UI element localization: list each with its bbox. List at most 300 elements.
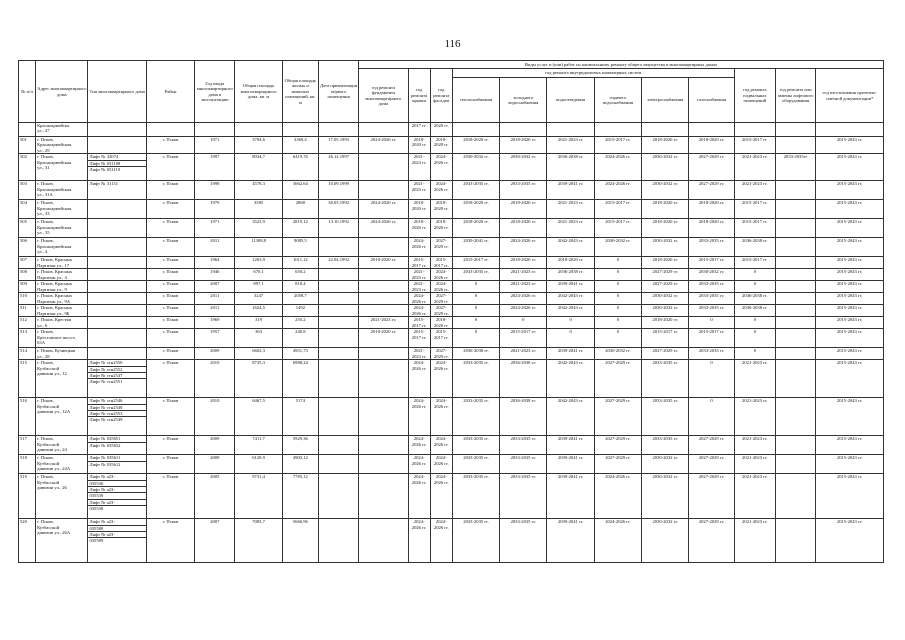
- cold-water-year-cell: 2033-2035 гг.: [500, 455, 547, 474]
- col-district: Район: [146, 61, 194, 123]
- col-cold: холодного водоснабжения: [500, 78, 547, 123]
- hot-water-year-cell: 2024-2026 гг.: [594, 519, 641, 563]
- address-line: ул., 31: [37, 165, 50, 171]
- col-roof: год ремонта крыши: [408, 69, 430, 123]
- house-type-cell: [88, 200, 146, 219]
- house-type-cell: [88, 317, 146, 329]
- lift-id-line: 035536: [88, 481, 145, 487]
- roof-year-cell: 2024-2026 гг.: [408, 398, 430, 436]
- residential-area-cell: 240,8: [282, 329, 318, 348]
- cold-water-year-cell: 2021-2023 гг.: [500, 269, 547, 281]
- total-area-cell: 4578,3: [235, 181, 282, 200]
- basement-year-cell: 2021-2023 гг.: [734, 181, 775, 200]
- residential-area-cell: 6419,76: [282, 154, 318, 181]
- hot-water-year-cell: 0: [594, 281, 641, 293]
- district-cell: г. Псков: [146, 137, 194, 154]
- year-built-cell: 1997: [195, 154, 235, 181]
- address-cell: [36, 474, 88, 519]
- heating-year-cell: 0: [452, 305, 499, 317]
- house-type-cell: [88, 519, 146, 563]
- total-area-cell: 3247: [235, 293, 282, 305]
- row-number: 503: [19, 181, 36, 200]
- foundation-year-cell: [359, 123, 408, 137]
- address-line: ул., 28: [37, 353, 50, 359]
- address-line: Кузбасской: [37, 479, 60, 485]
- address-line: Партизан ул., 9А: [37, 298, 71, 304]
- district-cell: г. Псков: [146, 455, 194, 474]
- lift-id-line: 035589: [89, 538, 104, 544]
- house-type-cell: [88, 360, 146, 398]
- address-line: ул., 6: [37, 322, 48, 328]
- house-type-cell: [88, 348, 146, 360]
- col-num: № п/п: [19, 61, 36, 123]
- heating-year-cell: 2018-2020 гг.: [452, 200, 499, 219]
- roof-year-cell: 2024-2026 гг.: [408, 474, 430, 519]
- sewerage-year-cell: 2042-2043 гг.: [547, 238, 594, 257]
- docs-year-cell: 2015-2043 гг.: [816, 519, 884, 563]
- electricity-year-cell: 2030-2032 гг.: [642, 154, 689, 181]
- facade-year-cell: 2015-2017 гг.: [430, 257, 452, 269]
- heating-year-cell: 2033-2035 гг.: [452, 398, 499, 436]
- lift-id-line: 035588: [88, 526, 145, 532]
- lift-id-line: 035538: [89, 506, 104, 512]
- address-line: г. Псков, Крестки: [37, 317, 72, 323]
- facade-year-cell: 2018-2020 гг.: [430, 200, 452, 219]
- hot-water-year-cell: 2015-2017 гг.: [594, 137, 641, 154]
- residential-area-cell: 3662,64: [282, 181, 318, 200]
- privatization-date-cell: [318, 519, 358, 563]
- privatization-date-cell: [318, 360, 358, 398]
- lift-id-line: Лифт № а23-: [88, 500, 145, 506]
- privatization-date-cell: 17.05.1993: [318, 137, 358, 154]
- electricity-year-cell: 2018-2020 гг.: [642, 257, 689, 269]
- gas-year-cell: 2018-2020 гг.: [689, 137, 734, 154]
- basement-year-cell: [734, 123, 775, 137]
- house-type-cell: [88, 281, 146, 293]
- lift-year-cell: [775, 398, 815, 436]
- district-cell: г. Псков: [146, 329, 194, 348]
- address-line: г. Псков,: [37, 219, 54, 225]
- sewerage-year-cell: 2039-2041 гг.: [547, 281, 594, 293]
- cold-water-year-cell: 2021-2023 гг.: [500, 348, 547, 360]
- col-type: Тип многоквартирного дома: [88, 61, 146, 123]
- docs-year-cell: 2015-2043 гг.: [816, 398, 884, 436]
- heating-year-cell: 2039-2041 гг.: [452, 238, 499, 257]
- basement-year-cell: 0: [734, 269, 775, 281]
- lift-year-cell: [775, 219, 815, 238]
- heating-year-cell: 2018-2020 гг.: [452, 137, 499, 154]
- privatization-date-cell: [318, 317, 358, 329]
- district-cell: г. Псков: [146, 360, 194, 398]
- roof-year-cell: 2018-2020 гг.: [408, 137, 430, 154]
- lift-id-line: Лифт № а23-: [88, 474, 145, 480]
- lift-year-cell: [775, 281, 815, 293]
- address-line: г. Псков, Красных: [37, 281, 73, 287]
- address-line: г. Псков,: [37, 455, 54, 461]
- facade-year-cell: 2027-2029 гг.: [430, 238, 452, 257]
- house-type-cell: [88, 238, 146, 257]
- total-area-cell: 1263,9: [235, 257, 282, 269]
- residential-area-cell: 255,2: [282, 317, 318, 329]
- sewerage-year-cell: 2036-2038 гг.: [547, 154, 594, 181]
- cold-water-year-cell: 2036-2038 гг.: [500, 360, 547, 398]
- row-number: [19, 123, 36, 137]
- sewerage-year-cell: 2042-2043 гг.: [547, 293, 594, 305]
- hot-water-year-cell: 2027-2029 гг.: [594, 455, 641, 474]
- cold-water-year-cell: 2030-2032 гг.: [500, 154, 547, 181]
- year-built-cell: 2011: [195, 293, 235, 305]
- address-cell: [36, 293, 88, 305]
- roof-year-cell: 2024-2026 гг.: [408, 360, 430, 398]
- address-line: Кузбасской: [37, 524, 60, 530]
- address-line: Красноармейская: [37, 243, 72, 249]
- row-number: 511: [19, 305, 36, 317]
- col-elec: электроснабжения: [642, 78, 689, 123]
- house-type-cell: [88, 293, 146, 305]
- cold-water-year-cell: 2024-2026 гг.: [500, 238, 547, 257]
- basement-year-cell: 2015-2017 гг.: [734, 137, 775, 154]
- lift-year-cell: [775, 200, 815, 219]
- facade-year-cell: 2015-2017 гг.: [430, 329, 452, 348]
- basement-year-cell: 2036-2038 гг.: [734, 238, 775, 257]
- lift-id-line: Лифт № 035612: [89, 461, 121, 467]
- row-number: 516: [19, 398, 36, 436]
- residential-area-cell: 4951,73: [282, 348, 318, 360]
- row-number: 505: [19, 219, 36, 238]
- address-cell: [36, 348, 88, 360]
- hot-water-year-cell: 2015-2017 гг.: [594, 200, 641, 219]
- facade-year-cell: 2024-2026 гг.: [430, 398, 452, 436]
- gas-year-cell: 0: [689, 398, 734, 436]
- house-type-cell: [88, 329, 146, 348]
- cold-water-year-cell: 2018-2020 гг.: [500, 200, 547, 219]
- address-line: Кузбасской: [37, 441, 60, 447]
- electricity-year-cell: 2030-2032 гг.: [642, 455, 689, 474]
- foundation-year-cell: 2021-2023 гг.: [359, 317, 408, 329]
- lift-id-line: Лифт № стн2551: [89, 379, 123, 385]
- cold-water-year-cell: 2033-2035 гг.: [500, 474, 547, 519]
- row-number: 501: [19, 137, 36, 154]
- gas-year-cell: 2015-2017 гг.: [689, 257, 734, 269]
- lift-year-cell: [775, 436, 815, 455]
- address-line: Партизан ул., 17: [37, 262, 70, 268]
- facade-year-cell: 2018-2020 гг.: [430, 219, 452, 238]
- basement-year-cell: 2021-2023 гг.: [734, 474, 775, 519]
- address-cell: [36, 181, 88, 200]
- capital-repair-table: [18, 60, 884, 563]
- total-area-cell: [235, 123, 282, 137]
- lift-year-cell: [775, 329, 815, 348]
- gas-year-cell: 2033-2035 гг.: [689, 293, 734, 305]
- residential-area-cell: 5174: [282, 398, 318, 436]
- district-cell: г. Псков: [146, 200, 194, 219]
- col-lift: год ремонта или замены лифтового оборудования: [775, 69, 815, 123]
- electricity-year-cell: [642, 123, 689, 137]
- table-row: [19, 238, 884, 257]
- year-built-cell: 2007: [195, 519, 235, 563]
- lift-year-cell: [775, 269, 815, 281]
- roof-year-cell: 2024-2026 гг.: [408, 436, 430, 455]
- sewerage-year-cell: 2042-2043 гг.: [547, 360, 594, 398]
- sewerage-year-cell: 2039-2041 гг.: [547, 455, 594, 474]
- gas-year-cell: 2027-2029 гг.: [689, 474, 734, 519]
- basement-year-cell: 2021-2023 гг.: [734, 455, 775, 474]
- roof-year-cell: 2024-2026 гг.: [408, 519, 430, 563]
- facade-year-cell: 2020 гг.: [430, 123, 452, 137]
- residential-area-cell: 818,4: [282, 281, 318, 293]
- privatization-date-cell: [318, 269, 358, 281]
- address-line: Красноармейска: [37, 123, 70, 128]
- district-cell: г. Псков: [146, 269, 194, 281]
- electricity-year-cell: 2018-2020 гг.: [642, 200, 689, 219]
- total-area-cell: 8034,7: [235, 154, 282, 181]
- roof-year-cell: 2021-2023 гг.: [408, 154, 430, 181]
- electricity-year-cell: 2033-2035 гг.: [642, 436, 689, 455]
- address-line: Красноармейская: [37, 159, 72, 165]
- cold-water-year-cell: 2033-2035 гг.: [500, 436, 547, 455]
- total-area-cell: 363: [235, 329, 282, 348]
- roof-year-cell: 2018-2020 гг.: [408, 219, 430, 238]
- basement-year-cell: 2036-2038 гг.: [734, 293, 775, 305]
- electricity-year-cell: 2030-2032 гг.: [642, 305, 689, 317]
- address-line: Партизан ул., 9Б: [37, 310, 70, 316]
- hot-water-year-cell: 2024-2026 гг.: [594, 474, 641, 519]
- heating-year-cell: 2033-2035 гг.: [452, 269, 499, 281]
- col-total-area: Общая площадь многоквартирного дома, кв. м: [235, 61, 282, 123]
- docs-year-cell: 2015-2043 гг.: [816, 257, 884, 269]
- row-number: 515: [19, 360, 36, 398]
- residential-area-cell: 2058,7: [282, 293, 318, 305]
- electricity-year-cell: 2033-2035 гг.: [642, 360, 689, 398]
- address-cell: [36, 398, 88, 436]
- privatization-date-cell: [318, 455, 358, 474]
- privatization-date-cell: [318, 305, 358, 317]
- heating-year-cell: 0: [452, 281, 499, 293]
- privatization-date-cell: [318, 329, 358, 348]
- roof-year-cell: 2018-2020 гг.: [408, 200, 430, 219]
- gas-year-cell: 2018-2020 гг.: [689, 219, 734, 238]
- year-built-cell: 1946: [195, 269, 235, 281]
- house-type-cell: [88, 455, 146, 474]
- facade-year-cell: 2018-2020 гг.: [430, 137, 452, 154]
- basement-year-cell: 2021-2023 гг.: [734, 436, 775, 455]
- row-number: 520: [19, 519, 36, 563]
- docs-year-cell: 2015-2043 гг.: [816, 348, 884, 360]
- gas-year-cell: 2027-2029 гг.: [689, 154, 734, 181]
- cold-water-year-cell: 2024-2026 гг.: [500, 293, 547, 305]
- facade-year-cell: 2027-2029 гг.: [430, 293, 452, 305]
- facade-year-cell: 2024-2026 гг.: [430, 455, 452, 474]
- hot-water-year-cell: 0: [594, 293, 641, 305]
- facade-year-cell: 2024-2026 гг.: [430, 269, 452, 281]
- lift-id-line: Лифт № 31131: [89, 181, 119, 187]
- residential-area-cell: [282, 123, 318, 137]
- facade-year-cell: 2024-2026 гг.: [430, 360, 452, 398]
- sewerage-year-cell: 2042-2043 гг.: [547, 398, 594, 436]
- table-body: [19, 123, 884, 563]
- col-heat: теплоснабжения: [452, 78, 499, 123]
- heating-year-cell: [452, 123, 499, 137]
- row-number: 519: [19, 474, 36, 519]
- residential-area-cell: 2819,12: [282, 219, 318, 238]
- electricity-year-cell: 2018-2020 гг.: [642, 317, 689, 329]
- foundation-year-cell: [359, 519, 408, 563]
- lift-year-cell: [775, 317, 815, 329]
- lift-year-cell: [775, 455, 815, 474]
- address-line: Красноармейская: [37, 142, 72, 148]
- foundation-year-cell: [359, 154, 408, 181]
- year-built-cell: 2010: [195, 398, 235, 436]
- gas-year-cell: 0: [689, 360, 734, 398]
- address-cell: [36, 436, 88, 455]
- house-type-cell: [88, 137, 146, 154]
- address-line: г. Псков,: [37, 474, 54, 480]
- year-built-cell: 2009: [195, 436, 235, 455]
- sewerage-year-cell: 2039-2041 гг.: [547, 519, 594, 563]
- residential-area-cell: 5666,96: [282, 519, 318, 563]
- cold-water-year-cell: 2018-2020 гг.: [500, 219, 547, 238]
- basement-year-cell: 2015-2017 гг.: [734, 219, 775, 238]
- docs-year-cell: 2015-2043 гг.: [816, 293, 884, 305]
- year-built-cell: 1998: [195, 181, 235, 200]
- row-number: 512: [19, 317, 36, 329]
- address-cell: [36, 281, 88, 293]
- col-sewer: водоотведения: [547, 78, 594, 123]
- row-number: 507: [19, 257, 36, 269]
- col-res-area: Общая площадь жилых и нежилых помещений, кв. м: [282, 61, 318, 123]
- address-line: г. Псков, Кузнецкая: [37, 348, 75, 354]
- lift-id-line: 035539: [88, 493, 145, 499]
- table-row: [19, 293, 884, 305]
- district-cell: [146, 123, 194, 137]
- foundation-year-cell: [359, 455, 408, 474]
- hot-water-year-cell: 2027-2029 гг.: [594, 398, 641, 436]
- address-line: г. Псков, Красных: [37, 293, 73, 299]
- total-area-cell: 670,1: [235, 269, 282, 281]
- address-cell: [36, 317, 88, 329]
- lift-year-cell: [775, 474, 815, 519]
- house-type-cell: [88, 305, 146, 317]
- house-type-cell: [88, 269, 146, 281]
- lift-id-line: Лифт № стн2553: [88, 411, 145, 417]
- address-line: г. Псков,: [37, 329, 54, 335]
- basement-year-cell: 2021-2023 гг.: [734, 519, 775, 563]
- residential-area-cell: 4903,12: [282, 455, 318, 474]
- heating-year-cell: 2033-2035 гг.: [452, 436, 499, 455]
- address-cell: [36, 329, 88, 348]
- address-cell: [36, 257, 88, 269]
- lift-year-cell: [775, 257, 815, 269]
- lift-year-cell: [775, 519, 815, 563]
- address-line: дивизии ул., 26: [37, 485, 67, 491]
- heating-year-cell: 2015-2017 гг.: [452, 257, 499, 269]
- col-facade: год ремонта фасадов: [430, 69, 452, 123]
- docs-year-cell: [816, 123, 884, 137]
- sewerage-year-cell: 2021-2023 гг.: [547, 219, 594, 238]
- total-area-cell: 11308,8: [235, 238, 282, 257]
- foundation-year-cell: 2024-2026 гг.: [359, 137, 408, 154]
- electricity-year-cell: 2018-2020 гг.: [642, 137, 689, 154]
- hot-water-year-cell: [594, 123, 641, 137]
- residential-area-cell: 650,2: [282, 269, 318, 281]
- address-line: дивизии ул., 12: [37, 371, 67, 377]
- basement-year-cell: 2021-2023 гг.: [734, 398, 775, 436]
- lift-id-line: Лифт № 035611: [88, 455, 145, 461]
- docs-year-cell: 2015-2043 гг.: [816, 181, 884, 200]
- roof-year-cell: 2021-2023 гг.: [408, 181, 430, 200]
- district-cell: г. Псков: [146, 281, 194, 293]
- address-line: дивизии ул., 24А: [37, 466, 71, 472]
- roof-year-cell: 2021-2023 гг.: [408, 281, 430, 293]
- total-area-cell: 3794,6: [235, 137, 282, 154]
- hot-water-year-cell: 2024-2026 гг.: [594, 181, 641, 200]
- lift-id-line: Лифт № а23-: [88, 519, 145, 525]
- gas-year-cell: 2027-2029 гг.: [689, 519, 734, 563]
- privatization-date-cell: [318, 281, 358, 293]
- table-row: [19, 200, 884, 219]
- cold-water-year-cell: 2015-2017 гг.: [500, 329, 547, 348]
- heating-year-cell: 2033-2035 гг.: [452, 519, 499, 563]
- total-area-cell: 9731,4: [235, 474, 282, 519]
- electricity-year-cell: 2030-2032 гг.: [642, 474, 689, 519]
- row-number: 513: [19, 329, 36, 348]
- district-cell: г. Псков: [146, 154, 194, 181]
- lift-id-line: Лифт № стн2548: [88, 405, 145, 411]
- cold-water-year-cell: 2018-2020 гг.: [500, 257, 547, 269]
- lift-year-cell: [775, 123, 815, 137]
- privatization-date-cell: 22.04.1992: [318, 257, 358, 269]
- table-row: [19, 360, 884, 398]
- sewerage-year-cell: 0: [547, 329, 594, 348]
- sewerage-year-cell: 2039-2041 гг.: [547, 436, 594, 455]
- year-built-cell: 2008: [195, 455, 235, 474]
- house-type-cell: [88, 154, 146, 181]
- table-row: [19, 455, 884, 474]
- year-built-cell: 1969: [195, 317, 235, 329]
- docs-year-cell: 2015-2043 гг.: [816, 455, 884, 474]
- total-area-cell: 6602,3: [235, 348, 282, 360]
- heating-year-cell: 2030-2032 гг.: [452, 154, 499, 181]
- row-number: 510: [19, 293, 36, 305]
- cold-water-year-cell: 2033-2035 гг.: [500, 181, 547, 200]
- col-foundation: год ремонта фундамента многоквартирного дома: [359, 69, 408, 123]
- address-line: Партизан ул., 4: [37, 274, 67, 280]
- address-cell: [36, 137, 88, 154]
- col-docs: год изготовления проектно-сметной документации*: [816, 69, 884, 123]
- district-cell: г. Псков: [146, 181, 194, 200]
- sewerage-year-cell: 2036-2038 гг.: [547, 269, 594, 281]
- lift-year-cell: [775, 348, 815, 360]
- docs-year-cell: 2015-2043 гг.: [816, 238, 884, 257]
- address-cell: [36, 219, 88, 238]
- address-line: ул., 33: [37, 211, 50, 217]
- privatization-date-cell: [318, 238, 358, 257]
- basement-year-cell: 0: [734, 281, 775, 293]
- foundation-year-cell: 2024-2026 гг.: [359, 200, 408, 219]
- row-number: 504: [19, 200, 36, 219]
- foundation-year-cell: [359, 281, 408, 293]
- facade-year-cell: 2018-2020 гг.: [430, 317, 452, 329]
- sewerage-year-cell: 2039-2041 гг.: [547, 181, 594, 200]
- total-area-cell: 1624,5: [235, 305, 282, 317]
- gas-year-cell: 2033-2035 гг.: [689, 281, 734, 293]
- address-line: Красноармейская: [37, 224, 72, 230]
- address-line: Кузбасской: [37, 365, 60, 371]
- district-cell: г. Псков: [146, 293, 194, 305]
- docs-year-cell: 2015-2043 гг.: [816, 281, 884, 293]
- table-row: [19, 269, 884, 281]
- lift-id-line: Лифт № стн2550: [88, 360, 145, 366]
